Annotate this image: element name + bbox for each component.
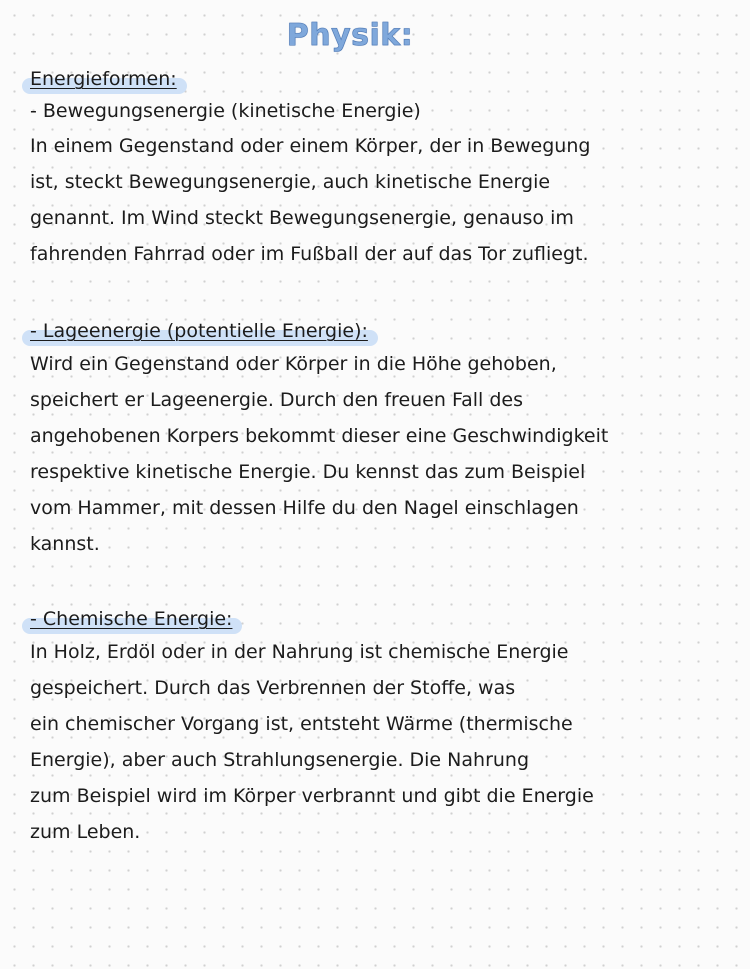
section-heading: Energieformen: [28, 64, 181, 94]
section-subheading: - Bewegungsenergie (kinetische Energie) [30, 100, 421, 122]
text-line: ein chemischer Vorgang ist, entsteht Wärme (thermische [30, 713, 573, 735]
section-lageenergie [30, 316, 730, 562]
section-energieformen [30, 64, 730, 272]
text-line: fahrenden Fahrrad oder im Fußball der auf das Tor zufliegt. [30, 243, 589, 265]
text-line: Energie), aber auch Strahlungsenergie. Die Nahrung [30, 749, 530, 771]
text-line: angehobenen Korpers bekommt dieser eine Geschwindigkeit [30, 425, 609, 447]
text-line: genannt. Im Wind steckt Bewegungsenergie, genauso im [30, 207, 574, 229]
text-line: kannst. [30, 533, 100, 555]
text-line: respektive kinetische Energie. Du kennst das zum Beispiel [30, 461, 586, 483]
text-line: In einem Gegenstand oder einem Körper, der in Bewegung [30, 135, 591, 157]
text-line: Wird ein Gegenstand oder Körper in die Höhe gehoben, [30, 353, 557, 375]
text-line: vom Hammer, mit dessen Hilfe du den Nagel einschlagen [30, 497, 579, 519]
text-line: zum Beispiel wird im Körper verbrannt und gibt die Energie [30, 785, 594, 807]
section-heading: - Lageenergie (potentielle Energie): [28, 316, 372, 346]
section-heading: - Chemische Energie: [28, 604, 236, 634]
text-line: zum Leben. [30, 821, 141, 843]
text-line: In Holz, Erdöl oder in der Nahrung ist chemische Energie [30, 641, 569, 663]
page-title-text: Physik: [286, 18, 414, 53]
text-line: speichert er Lageenergie. Durch den freuen Fall des [30, 389, 524, 411]
text-line: gespeichert. Durch das Verbrennen der Stoffe, was [30, 677, 516, 699]
page-title [0, 18, 700, 53]
section-chemische-energie [30, 604, 730, 850]
text-line: ist, steckt Bewegungsenergie, auch kinetische Energie [30, 171, 551, 193]
